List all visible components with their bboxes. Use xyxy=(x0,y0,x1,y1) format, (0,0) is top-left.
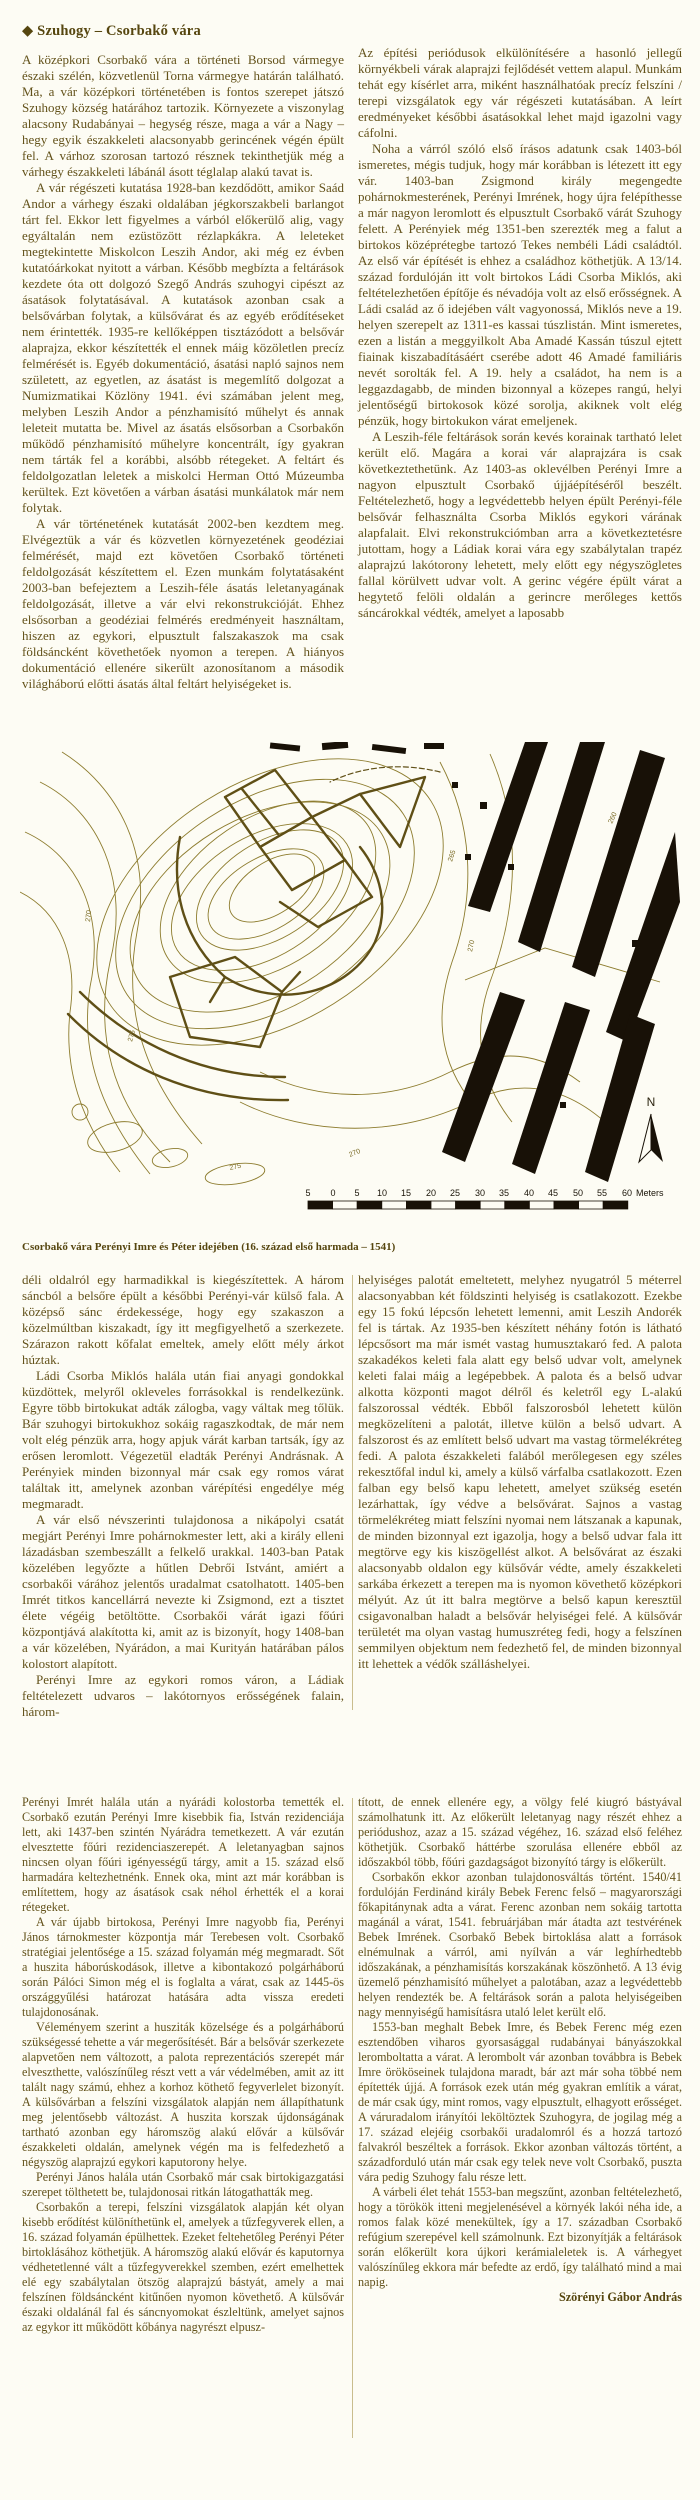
scale-tick-label: 40 xyxy=(523,1188,535,1198)
page2-left-column xyxy=(22,1795,344,2335)
scale-tick-label: 55 xyxy=(596,1188,608,1198)
article-title: ◆ Szuhogy – Csorbakő vára xyxy=(22,23,201,39)
paragraph: Perényi János halála után Csorbakő már csak birtokigazgatási szerepet tölthetett be, tulajdonosai ritkán látogathatták meg. xyxy=(22,2170,344,2199)
page1-right-column xyxy=(358,45,682,621)
scale-bar-segments xyxy=(308,1201,628,1209)
scale-tick-label: 0 xyxy=(330,1188,336,1198)
paragraph: A Leszih-féle feltárások során kevés korainak tartható lelet került elő. Magára a korai vár alaprajzára is csak következtethetünk. Az 1403-as oklevélben Perényi Imre a nagyon elpusztult Csorbakő újjáépítéséről beszélt. Feltételezhető, hogy a legvédettebb helyen épült Perényi-féle belsővár felhasználta Csorba Miklós egykori várának alapfalait. Elvi rekonstrukciómban arra a következtetésre jutottam, hogy a Ládiak korai vára egy szabálytalan trapéz alaprajzú lakótorony lehetett, mely előtt egy négyszögletes fallal körülvett udvar volt. A gerinc végére épült várat a hegytető felöli oldalán a gerincre merőleges kettős sáncárokkal védték, amelyet a laposabb xyxy=(358,429,682,620)
site-map-figure xyxy=(20,742,680,1232)
paragraph: Csorbakőn a terepi, felszíni vizsgálatok alapján két olyan kisebb erődítést különíthetünk el, amelyek a tűzfegyverek ellen, a 16. század folyamán épülhettek. Ezeket feltehetőleg Perényi Péter birtoklásához köthetjük. A háromszög alakú elővár és kaputornya védhetetlenné vált a tűzfegyverekkel szemben, ezért emelhettek elé egy szabálytalan ötszög alaprajzú bástyát, amely a mai felszínen földsáncként kitűnően nyomon követhető. A külsővár északi oldalánál fal és sáncnyomokat észleltünk, amelyet sajnos az egykor itt működött kőbánya nagyrészt elpusz- xyxy=(22,2200,344,2334)
north-arrow xyxy=(639,1095,663,1162)
scale-bar xyxy=(305,1188,664,1209)
page2-right-column xyxy=(358,1795,682,2305)
scale-tick-label: 10 xyxy=(376,1188,388,1198)
contour-label: 265 xyxy=(447,849,458,863)
scale-tick-label: 45 xyxy=(547,1188,559,1198)
contour-label: 270 xyxy=(467,939,477,953)
scale-tick-label: 25 xyxy=(449,1188,461,1198)
paragraph: Perényi Imrét halála után a nyárádi kolostorba temették el. Csorbakő ezután Perényi Imre kisebbik fia, István rezidenciája lett, aki 1437-ben szintén Nyárádra temetkezett. A vár ezután elvesztette főúri rezidenciaszerepét. A leletanyagban sajnos nincsen olyan főúri igényességű tárgy, amit a 15. század első harmadára keltezhetnénk. Ennek oka, mint azt már korábban is említettem, hogy az ásatások csak néhol érhették el a korai rétegeket. xyxy=(22,1795,344,1914)
paragraph: déli oldalról egy harmadikkal is kiegészítettek. A három sáncból a belsőre épült a későbbi Perényi-vár külső fala. A középső sánc érdekessége, hogy egy szakaszon a közelmúltban kiszakadt, így itt megfigyelhető a szerkezete. Szárazon rakott kőfalat emeltek, amely előtt mély árkot húztak. xyxy=(22,1272,344,1367)
scale-tick-label: 35 xyxy=(498,1188,510,1198)
paragraph: helyiséges palotát emeltetett, melyhez nyugatról 5 méterrel alacsonyabban két földszinti helyiség is csatlakozott. Ezekbe egy 15 fokú lépcsőn lehetett lemenni, amit Leszih Andorék fel is tártak. Az 1935-ben készített néhány fotón is látható lépcsősort ma már ismét vastag humusztakaró fed. A palota szakadékos keleti fala alatt egy belső udvar volt, amelynek keleti falai máig a legépebbek. A palota és a belső udvar alkotta központi magot délről és keletről egy L-alakú falszorossal védték. Ebből falszorosból lehetett külön megközelíteni a palotát, illetve külön a belső udvart. A falszorost és az említett belső udvart ma vastag törmelékréteg fedi. A palota északkeleti falából merőlegesen egy széles rekesztőfal indul ki, amely a külső várfalba csatlakozott. Ezen falban egy belső kapu lehetett, amelyet szükség esetén lezárhattak, így védve a belsővárat. Sajnos a vastag törmelékréteg miatt felszíni nyomai nem látszanak a kapunak, de minden bizonnyal ezt igazolja, hogy a belső udvar fala itt megtörve egy kis kiszögellést alkot. A belsővárat az északi alacsonyabb oldalon egy külsővár védte, amely északkeleti sarkába érkezett a terepen ma is nyomon követhető középkori mélyút. Az út itt balra megtörve a belső kapun keresztül csigavonalban haladt a belsővár helyiségei felé. A külsővár területét ma olyan vastag humuszréteg fedi, hogy a felszínen semmilyen objektum nem fedezhető fel, de minden bizonnyal itt lehettek a védők szálláshelyei. xyxy=(358,1272,682,1671)
paragraph: Az építési periódusok elkülönítésére a hasonló jellegű környékbeli várak alaprajzi fejlődését vettem alapul. Munkám tehát egy kísérlet arra, miként használhatóak precíz felszíni / terepi vizsgálatok egy vár régészeti kutatásában. A leírt eredményeket későbbi ásatásokkal lehet majd igazolni vagy cáfolni. xyxy=(358,45,682,140)
figure-caption: Csorbakő vára Perényi Imre és Péter idejében (16. század első harmada – 1541) xyxy=(22,1241,396,1253)
paragraph: A vár régészeti kutatása 1928-ban kezdődött, amikor Saád Andor a várhegy északi oldalában jégkorszakbeli barlangot tárt fel. Ekkor lett figyelmes a várból előkerülő alig, vagy egyáltalán nem ezüstözött rézlapkákra. A leleteket megtekintette Miskolcon Leszih Andor, aki még ez évben kutatóárkokat nyitott a várban. Később megbízta a feltárások kezdete óta ott dolgozó Szegő András szuhogyi cipészt az ásatások folytatásával. A kutatások azonban csak a belsővárban folytak, a külsővárat és az egyéb erődítéseket nem érintették. 1935-re kellőképpen tisztázódott a belsővár alaprajza, ekkor készítették el ennek máig közöletlen precíz felmérését is. Egyéb dokumentáció, ásatási napló sajnos nem született, az egyetlen, az ásatást is megemlítő dolgozat a Numizmatikai Közlöny 1941. évi számában jelent meg, melyben Leszih Andor a pénzhamisító műhelyt és annak leleteit mutatta be. Mivel az ásatás elsősorban a Csorbakőn működő pénzhamisító műhelyre koncentrált, így gyakran nem tárták fel a korábbi, alsóbb rétegeket. A feltárt és feldolgozatlan leletek a miskolci Herman Ottó Múzeumba kerültek. Ezt követően a várban ásatási munkálatok már nem folytak. xyxy=(22,180,344,515)
paragraph: A vár első névszerinti tulajdonosa a nikápolyi csatát megjárt Perényi Imre pohárnokmester lett, aki a király elleni lázadásban szembeszállt a felkelő urakkal. 1403-ban Patak közelében legyőzte a hűtlen Debrői Istvánt, amiért a csorbakői várához jelentős uradalmat csatolhatott. 1405-ben Imrét titkos kancellárrá nevezte ki Zsigmond, ezt a tisztet élete végéig betöltötte. Csorbakői várát igazi főúri központjává alakította ki, amit az is bizonyít, hogy 1408-ban a vár közelében, Nyárádon, a mai Kurityán határában pálos kolostort alapított. xyxy=(22,1512,344,1671)
contour-label: 260 xyxy=(607,811,619,825)
paragraph: A vár újabb birtokosa, Perényi Imre nagyobb fia, Perényi János tárnokmester központja már Terebesen volt. Csorbakő stratégiai jelentősége a 15. század folyamán még megmaradt. Sőt a huszita háborúskodások, illetve a kibontakozó polgárháború során Pálóci Simon még el is foglalta a várat, csak az 1445-ös országgyűlési határozat hatására adta vissza eredeti tulajdonosának. xyxy=(22,1915,344,2019)
scale-tick-label: 15 xyxy=(400,1188,412,1198)
scale-tick-label: 20 xyxy=(425,1188,437,1198)
contour-label: 275 xyxy=(228,1162,242,1172)
page1-left-column xyxy=(22,52,344,692)
scale-tick-label: 5 xyxy=(305,1188,311,1198)
paragraph: Véleményem szerint a husziták közelsége és a polgárháború szükségessé tehette a vár megerősítését. Bár a belsővár szerkezete alapvetően nem változott, a palota reprezentációs szerepét már elveszthette, valószínűleg részt vett a vár védelmében, amit az itt talált nagy számú, ehhez a korhoz köthető fegyverlelet bizonyít. A külsővárban a felszíni vizsgálatok alapján nem állapíthatunk meg jelentősebb változást. A huszita korszak újdonságának tartható azonban egy háromszög alakú elővár a külsővár északkeleti oldalán, amelynek végén ma is felfedezhető a négyszög alaprajzú egykori kaputorony helye. xyxy=(22,2020,344,2169)
column-rule xyxy=(352,1275,353,1710)
paragraph: 1553-ban meghalt Bebek Imre, és Bebek Ferenc még ezen esztendőben viharos gyorsasággal rudabányai bányászokkal leromboltatta a várat. A lerombolt vár azonban továbbra is Bebek Imre örököseinek tulajdona maradt, bár azt már soha többé nem építették újjá. A források ezek után még gyakran említik a várat, de már csak úgy, mint romos, vagy elpusztult, elhagyott erősséget. A váruradalom irányítói leköltöztek Szuhogyra, de jogilag még a 17. század elejéig csorbakői uradalomról és a hozzá tartozó falvakról beszéltek a források. Ekkor azonban változás történt, a századforduló után már csak egy telek neve volt Csorbakő, puszta vára pedig Szuhogy falu része lett. xyxy=(358,2020,682,2184)
contour-label: 275 xyxy=(127,1029,137,1043)
north-label: N xyxy=(646,1095,656,1109)
paragraph: Perényi Imre az egykori romos váron, a Ládiak feltételezett udvaros – lakótornyos erősségének falain, három- xyxy=(22,1672,344,1719)
paragraph: Ládi Csorba Miklós halála után fiai anyagi gondokkal küzdöttek, melyről okleveles forrásokkal is rendelkezünk. Egyre több birtokukat adták zálogba, vagy váltak meg tőlük. Bár szuhogyi birtokukhoz sokáig ragaszkodtak, de már nem volt elég pénzük arra, hogy apjuk várát karban tartsák, így az erősen leromlott. Végezetül eladták Perényi Andrásnak. A Perényiek minden bizonnyal már csak egy romos várat találtak itt, amelynek azonban várépítési engedélye még megmaradt. xyxy=(22,1368,344,1511)
paragraph: A várbeli élet tehát 1553-ban megszűnt, azonban feltételezhető, hogy a törökök itteni megjelenésével a környék lakói néha ide, a romos falak közé menekültek, így a 17. században Csorbakő refúgium szerepével kell számolnunk. Ezt bizonyítják a feltárások során előkerült kora újkori kerámialeletek is. A várhegyet valószínűleg ekkora már befedte az erdő, így található mind a mai napig. xyxy=(358,2185,682,2289)
contour-label: 270 xyxy=(348,1147,362,1159)
paragraph: tított, de ennek ellenére egy, a völgy felé kiugró bástyával számolhatunk itt. Az előkerült leletanyag nagy részét ehhez a periódushoz, azaz a 15. század végéhez, 16. század első feléhez köthetjük. Csorbakő háttérbe szorulása ellenére ebből az időszakból több, főúri gazdagságot bizonyító tárgy is előkerült. xyxy=(358,1795,682,1869)
paragraph: A középkori Csorbakő vára a történeti Borsod vármegye északi szélén, közvetlenül Torna vármegye határán található. Ma, a vár középkori történetében is fontos szerepet játszó Szuhogy község határához tartozik. Környezete a viszonylag alacsony Rudabányai – hegység része, maga a vár a Nagy – hegy egyik északkeleti alacsonyabb gerincének végén épült fel. A várhoz szorosan tartozó résznek tekinthetjük még a várhegy északkeleti lábánál ásott téglalap alakú tavat is. xyxy=(22,52,344,179)
column-rule xyxy=(352,1798,353,2438)
paragraph: Csorbakőn ekkor azonban tulajdonosváltás történt. 1540/41 fordulóján Ferdinánd király Bebek Ferenc felső – magyarországi főkapitánynak adta a várat. Ferenc azonban nem sokáig tartotta magánál a várat, 1541. februárjában már átadta azt testvérének Bebek Imrének. Csorbakő Bebek birtoklása alatt a források elnémulnak a várról, ami nyílván a vár leghírhedtebb időszakának, a pénzhamisítás korszakának köszönhető. A 13 évig üzemelő pénzhamisító műhelyet a palotában, azaz a legvédettebb helyen rendezték be. A feltárások során a palota helyiségeiben nagy mennyiségű hamisításra utaló lelet került elő. xyxy=(358,1870,682,2019)
scale-tick-label: 5 xyxy=(354,1188,360,1198)
author-byline: Szörényi Gábor András xyxy=(558,2290,682,2304)
site-map xyxy=(20,742,680,1232)
paragraph: Noha a várról szóló első írásos adatunk csak 1403-ból ismeretes, mégis tudjuk, hogy már korábban is létezett itt egy vár. 1403-ban Zsigmond király megengedte pohárnokmesterének, Perényi Imrének, hogy újra felépíthesse a már nagyon leromlott és elpusztult Csorbakő várát Szuhogy felett. A Perényiek még 1351-ben szerezték meg a falut a birtokos középrétegbe tartozó Tekes nembéli Ládi családtól. Az első vár építését is ehhez a családhoz köthetjük. A 13/14. század fordulóján itt volt birtokos Ládi Csorba Miklós, aki feltételezhetően építője és névadója volt az első erősségnek. A Ládi család az ő idejében vált vagyonossá, Miklós neve a 19. helyen szerepelt az 1311-es kassai túszlistán. Mint ismeretes, ezen a listán a meggyilkolt Aba Amadé Kassán túszul ejtett fiainak kiszabadításáért cserébe adott 46 Amadé familiáris nevét sorolták fel. A 19. hely a családot, ha nem is a leggazdagabb, de minden bizonnyal a közepes rangú, helyi jelentőségű birtokosok közé sorolja, akiknek volt elég pénzük, hogy birtokukon várat emeljenek. xyxy=(358,141,682,428)
scale-tick-label: 50 xyxy=(572,1188,584,1198)
scale-unit-label: Meters xyxy=(636,1188,664,1198)
contour-label: 270 xyxy=(85,909,94,923)
page1-right-column-continued xyxy=(358,1272,682,1672)
scale-tick-label: 30 xyxy=(474,1188,486,1198)
paragraph: A vár történetének kutatását 2002-ben kezdtem meg. Elvégeztük a vár és közvetlen környezetének geodéziai felmérését, majd ezt követően Csorbakő történeti feldolgozását készítettem el. Ezen munkám folytatásaként 2003-ban befejeztem a Leszih-féle ásatás leletanyagának feldolgozását, illetve a vár elvi rekonstrukcióját. Ehhez elsősorban a geodéziai felmérés eredményeit használtam, hiszen az egykori, elpusztult falszakaszok ma csak földsáncként követhetőek nyomon a terepen. A hiányos dokumentáció ellenére sikerült azonosítanom a második világháború előtti ásatás által feltárt helyiségeket is. xyxy=(22,516,344,691)
page1-left-column-continued xyxy=(22,1272,344,1720)
scale-tick-label: 60 xyxy=(621,1188,633,1198)
castle-plan-layer xyxy=(68,767,440,1100)
